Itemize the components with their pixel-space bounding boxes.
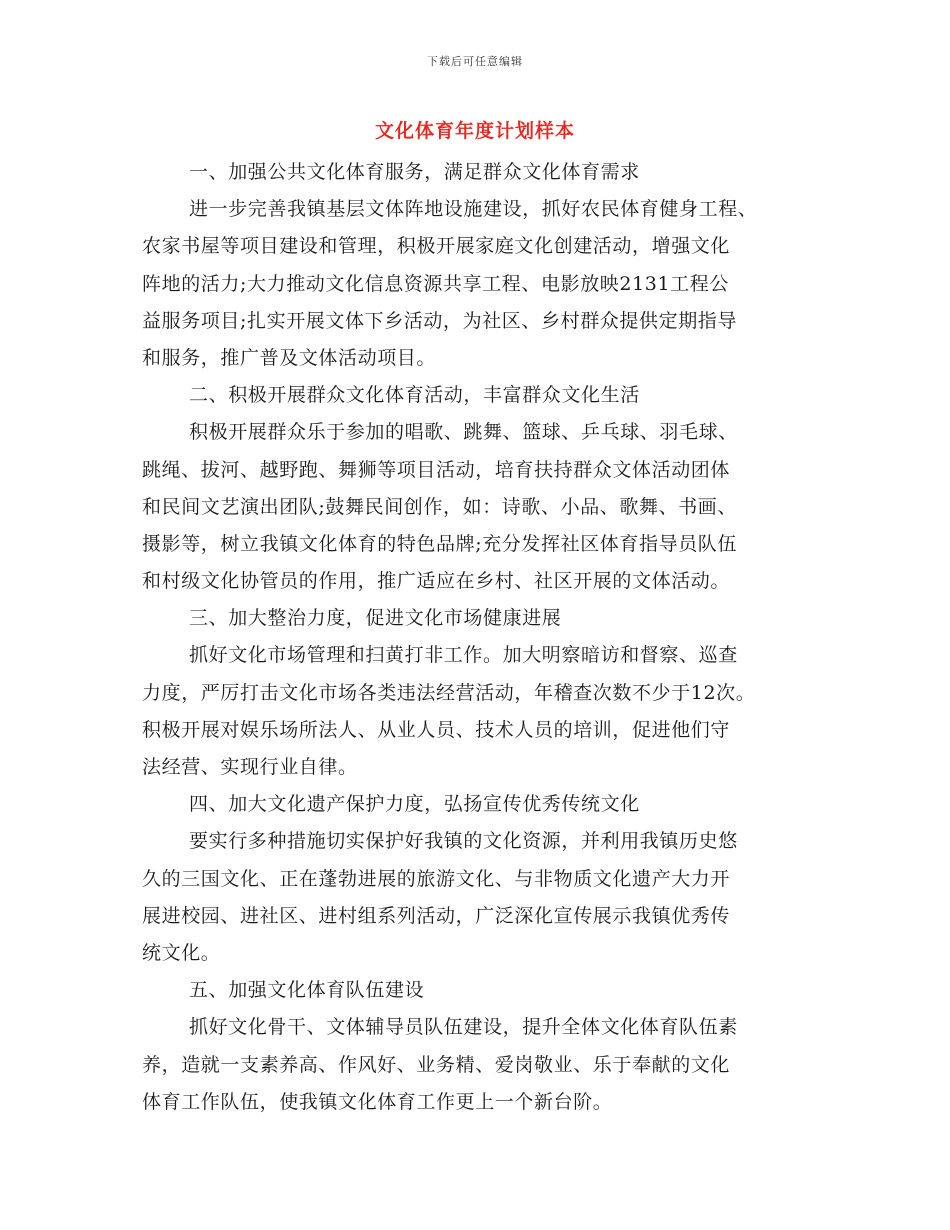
section-heading-5: 五、加强文化体育队伍建设 [189, 979, 425, 1002]
paragraph-line: 跳绳、拔河、越野跑、舞狮等项目活动，培育扶持群众文体活动团体 [142, 458, 731, 481]
page-header-note: 下载后可任意编辑 [427, 55, 523, 68]
paragraph-line: 久的三国文化、正在蓬勃进展的旅游文化、与非物质文化遗产大力开 [142, 867, 731, 890]
paragraph-line: 摄影等，树立我镇文化体育的特色品牌;充分发挥社区体育指导员队伍 [142, 532, 738, 555]
section-heading-1: 一、加强公共文化体育服务，满足群众文化体育需求 [189, 161, 640, 183]
paragraph-line: 益服务项目;扎实开展文体下乡活动，为社区、乡村群众提供定期指导 [142, 309, 738, 332]
paragraph-line: 积极开展群众乐于参加的唱歌、跳舞、篮球、乒乓球、羽毛球、 [189, 421, 738, 444]
paragraph-line: 积极开展对娱乐场所法人、从业人员、技术人员的培训，促进他们守 [142, 718, 731, 741]
section-heading-4: 四、加大文化遗产保护力度，弘扬宣传优秀传统文化 [189, 793, 640, 816]
paragraph-line: 和服务，推广普及文体活动项目。 [142, 346, 437, 369]
paragraph-line: 抓好文化骨干、文体辅导员队伍建设，提升全体文化体育队伍素 [189, 1016, 738, 1039]
document-body [142, 154, 818, 1121]
paragraph-line: 阵地的活力;大力推动文化信息资源共享工程、电影放映2131工程公 [142, 272, 729, 295]
paragraph-line: 法经营、实现行业自律。 [142, 756, 358, 778]
section-heading-2: 二、积极开展群众文化体育活动，丰富群众文化生活 [189, 384, 640, 407]
paragraph-line: 和民间文艺演出团队;鼓舞民间创作，如：诗歌、小品、歌舞、书画、 [142, 495, 738, 518]
paragraph-line: 进一步完善我镇基层文体阵地设施建设，抓好农民体育健身工程、 [189, 198, 758, 221]
paragraph-line: 和村级文化协管员的作用，推广适应在乡村、社区开展的文体活动。 [142, 570, 731, 593]
document-title: 文化体育年度计划样本 [374, 120, 575, 142]
paragraph-line: 农家书屋等项目建设和管理，积极开展家庭文化创建活动，增强文化 [142, 235, 731, 258]
paragraph-line: 要实行多种措施切实保护好我镇的文化资源，并利用我镇历史悠 [189, 830, 738, 853]
paragraph-line: 统文化。 [142, 941, 221, 964]
paragraph-line: 力度，严厉打击文化市场各类违法经营活动，年稽查次数不少于12次。 [142, 681, 756, 704]
paragraph-line: 养，造就一支素养高、作风好、业务精、爱岗敬业、乐于奉献的文化 [142, 1053, 731, 1076]
paragraph-line: 抓好文化市场管理和扫黄打非工作。加大明察暗访和督察、巡查 [189, 644, 738, 667]
paragraph-line: 展进校园、进社区、进村组系列活动，广泛深化宣传展示我镇优秀传 [142, 904, 731, 927]
paragraph-line: 体育工作队伍，使我镇文化体育工作更上一个新台阶。 [142, 1090, 613, 1113]
section-heading-3: 三、加大整治力度，促进文化市场健康进展 [189, 607, 562, 630]
